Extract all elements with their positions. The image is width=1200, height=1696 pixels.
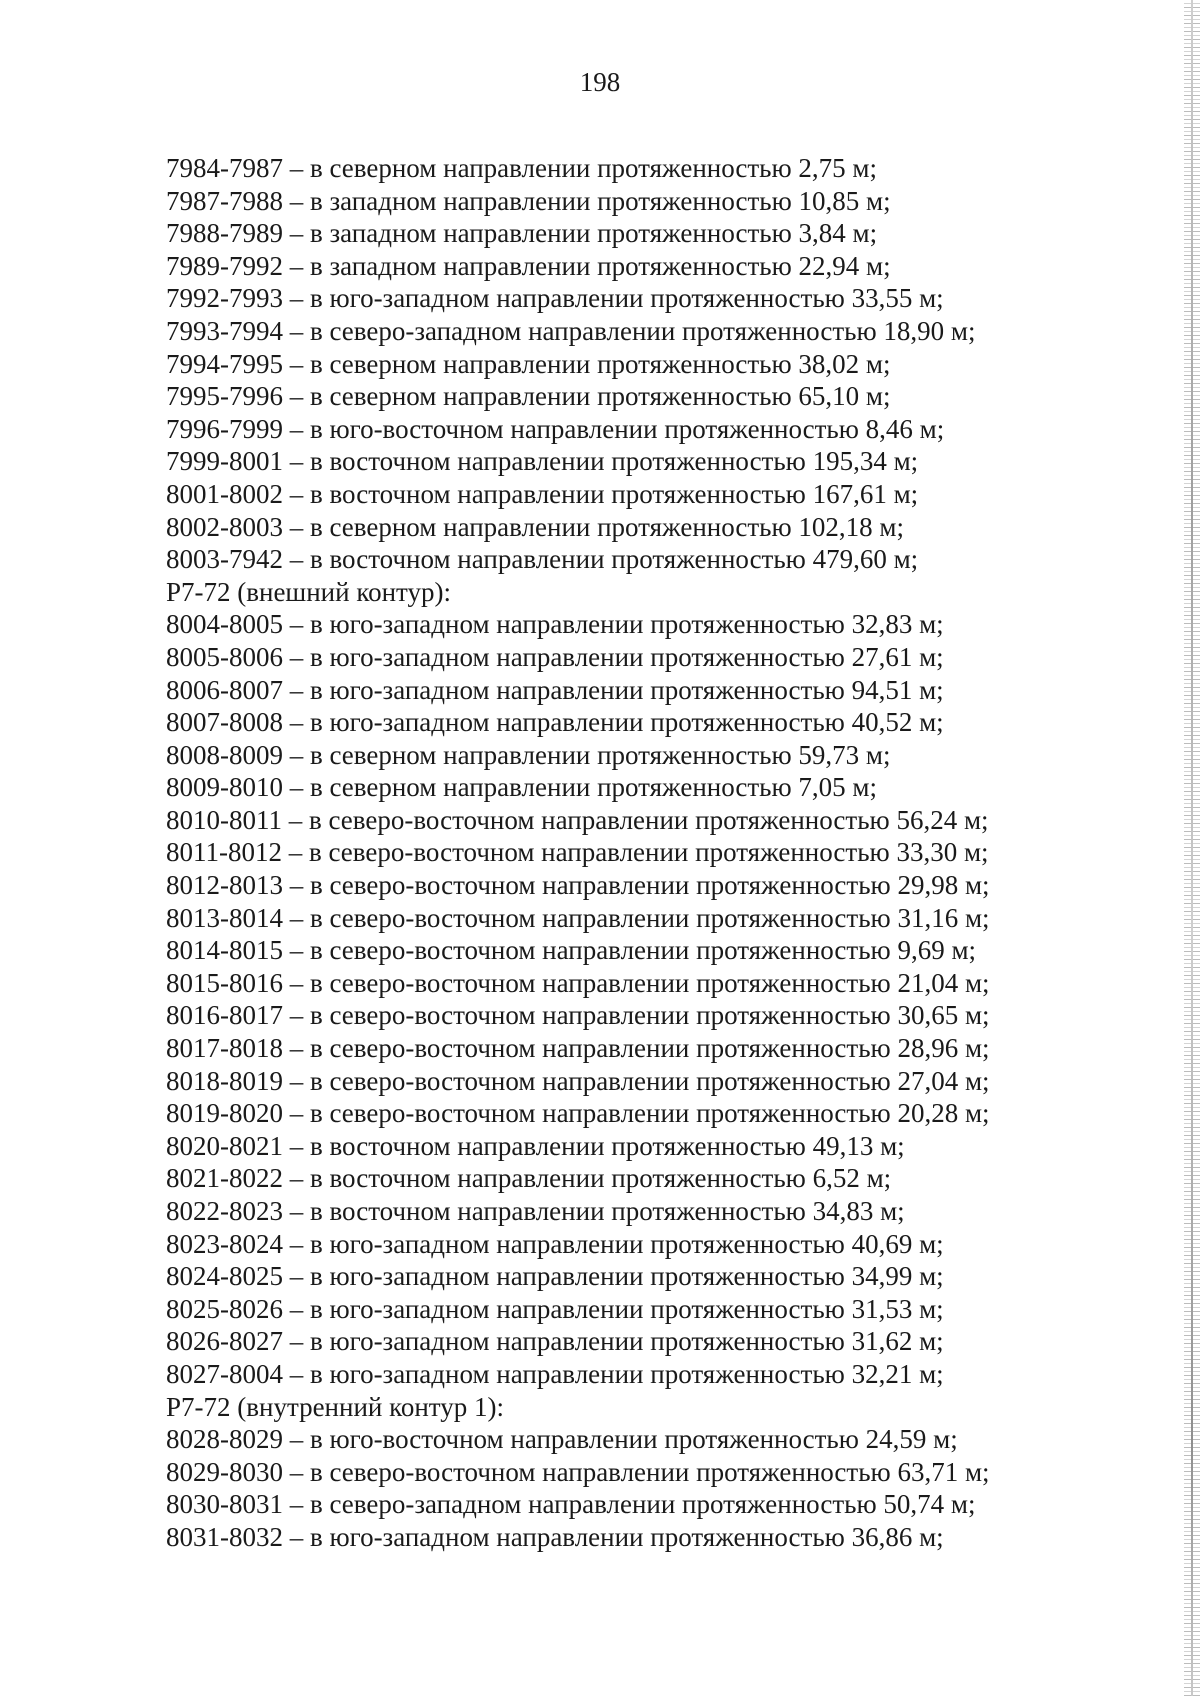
boundary-segment-line: 8025-8026 – в юго-западном направлении протяженностью 31,53 м; xyxy=(166,1293,944,1324)
boundary-segment-line: 8019-8020 – в северо-восточном направлении протяженностью 20,28 м; xyxy=(166,1098,990,1129)
boundary-segment-line: 8028-8029 – в юго-восточном направлении протяженностью 24,59 м; xyxy=(166,1424,958,1455)
boundary-segment-line: 8001-8002 – в восточном направлении протяженностью 167,61 м; xyxy=(166,478,919,509)
boundary-segment-line: 8008-8009 – в северном направлении протяженностью 59,73 м; xyxy=(166,739,891,770)
boundary-segment-line: 7994-7995 – в северном направлении протяженностью 38,02 м; xyxy=(166,348,891,379)
document-body xyxy=(166,152,1066,1554)
boundary-segment-line: 8013-8014 – в северо-восточном направлении протяженностью 31,16 м; xyxy=(166,902,990,933)
boundary-segment-line: 8010-8011 – в северо-восточном направлении протяженностью 56,24 м; xyxy=(166,804,989,835)
boundary-segment-line: 8011-8012 – в северо-восточном направлении протяженностью 33,30 м; xyxy=(166,837,989,868)
boundary-segment-line: 8031-8032 – в юго-западном направлении протяженностью 36,86 м; xyxy=(166,1521,944,1552)
section-heading: Р7-72 (внешний контур): xyxy=(166,576,451,607)
boundary-segment-line: 7987-7988 – в западном направлении протяженностью 10,85 м; xyxy=(166,185,891,216)
boundary-segment-line: 8004-8005 – в юго-западном направлении протяженностью 32,83 м; xyxy=(166,609,944,640)
boundary-segment-line: 7988-7989 – в западном направлении протяженностью 3,84 м; xyxy=(166,218,878,249)
boundary-segment-line: 8002-8003 – в северном направлении протяженностью 102,18 м; xyxy=(166,511,905,542)
boundary-segment-line: 8003-7942 – в восточном направлении протяженностью 479,60 м; xyxy=(166,544,919,575)
boundary-segment-line: 8017-8018 – в северо-восточном направлении протяженностью 28,96 м; xyxy=(166,1033,990,1064)
boundary-segment-line: 7995-7996 – в северном направлении протяженностью 65,10 м; xyxy=(166,381,891,412)
boundary-segment-line: 8021-8022 – в восточном направлении протяженностью 6,52 м; xyxy=(166,1163,892,1194)
boundary-segment-line: 8009-8010 – в северном направлении протяженностью 7,05 м; xyxy=(166,772,878,803)
boundary-segment-line: 8024-8025 – в юго-западном направлении протяженностью 34,99 м; xyxy=(166,1261,944,1292)
boundary-segment-line: 7984-7987 – в северном направлении протяженностью 2,75 м; xyxy=(166,153,878,183)
boundary-segment-line: 8006-8007 – в юго-западном направлении протяженностью 94,51 м; xyxy=(166,674,944,705)
boundary-segment-line: 8026-8027 – в юго-западном направлении протяженностью 31,62 м; xyxy=(166,1326,944,1357)
boundary-segment-line: 8007-8008 – в юго-западном направлении протяженностью 40,52 м; xyxy=(166,707,944,738)
boundary-segment-line: 8030-8031 – в северо-западном направлении протяженностью 50,74 м; xyxy=(166,1489,976,1520)
boundary-segment-line: 8027-8004 – в юго-западном направлении протяженностью 32,21 м; xyxy=(166,1358,944,1389)
boundary-segment-line: 7992-7993 – в юго-западном направлении протяженностью 33,55 м; xyxy=(166,283,944,314)
boundary-segment-line: 8005-8006 – в юго-западном направлении протяженностью 27,61 м; xyxy=(166,641,944,672)
boundary-segment-line: 8018-8019 – в северо-восточном направлении протяженностью 27,04 м; xyxy=(166,1065,990,1096)
boundary-segment-line: 7993-7994 – в северо-западном направлении протяженностью 18,90 м; xyxy=(166,315,976,346)
boundary-segment-line: 8020-8021 – в восточном направлении протяженностью 49,13 м; xyxy=(166,1130,905,1161)
boundary-segment-line: 8016-8017 – в северо-восточном направлении протяженностью 30,65 м; xyxy=(166,1000,990,1031)
boundary-segment-line: 7989-7992 – в западном направлении протяженностью 22,94 м; xyxy=(166,250,891,281)
boundary-segment-line: 8029-8030 – в северо-восточном направлении протяженностью 63,71 м; xyxy=(166,1456,990,1487)
page-number: 198 xyxy=(579,67,621,97)
boundary-segment-line: 7999-8001 – в восточном направлении протяженностью 195,34 м; xyxy=(166,446,919,477)
scan-edge-artifact xyxy=(1184,0,1200,1696)
boundary-segment-line: 8012-8013 – в северо-восточном направлении протяженностью 29,98 м; xyxy=(166,870,990,901)
section-heading: Р7-72 (внутренний контур 1): xyxy=(166,1391,504,1422)
boundary-segment-line: 8015-8016 – в северо-восточном направлении протяженностью 21,04 м; xyxy=(166,967,990,998)
boundary-segment-line: 7996-7999 – в юго-восточном направлении протяженностью 8,46 м; xyxy=(166,413,945,444)
boundary-segment-line: 8022-8023 – в восточном направлении протяженностью 34,83 м; xyxy=(166,1196,905,1226)
boundary-segment-line: 8023-8024 – в юго-западном направлении протяженностью 40,69 м; xyxy=(166,1228,944,1259)
boundary-segment-line: 8014-8015 – в северо-восточном направлении протяженностью 9,69 м; xyxy=(166,935,977,966)
